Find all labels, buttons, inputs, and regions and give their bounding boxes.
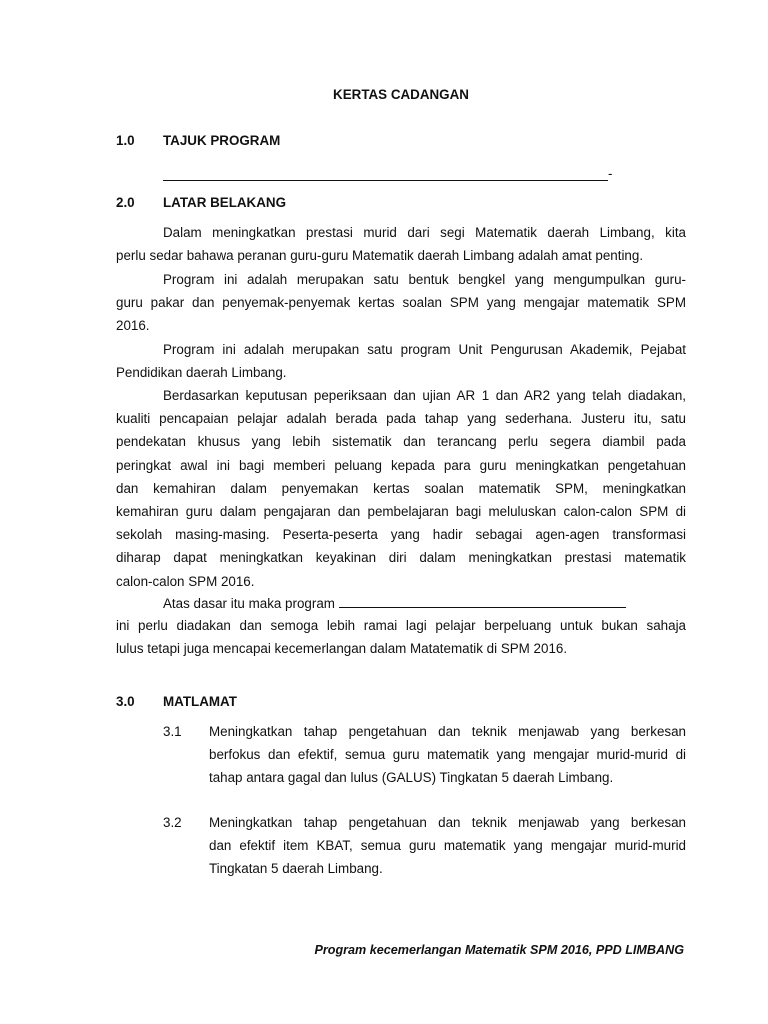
document-title: KERTAS CADANGAN: [333, 87, 469, 102]
paragraph-line: Program ini adalah merupakan satu bentuk bengkel yang mengumpulkan guru-: [163, 272, 686, 287]
paragraph-line: Pendidikan daerah Limbang.: [116, 365, 287, 381]
background-paragraph-4: [116, 384, 686, 593]
paragraph-line: 2016.: [116, 318, 150, 334]
paragraph-line: Dalam meningkatkan prestasi murid dari segi Matematik daerah Limbang, kita: [163, 225, 686, 240]
goal-line: Meningkatkan tahap pengetahuan dan teknik menjawab yang berkesan: [209, 724, 686, 739]
paragraph-line: lulus tetapi juga mencapai kecemerlangan dalam Matatematik di SPM 2016.: [116, 641, 568, 657]
section-3-number: 3.0: [116, 694, 135, 709]
section-3-heading: MATLAMAT: [163, 694, 237, 709]
paragraph-line: dan kemahiran dalam penyemakan kertas soalan matematik SPM, meningkatkan: [116, 480, 686, 496]
goal-line: Tingkatan 5 daerah Limbang.: [209, 861, 383, 877]
goal-line: Meningkatkan tahap pengetahuan dan teknik menjawab yang berkesan: [209, 815, 686, 830]
background-paragraph-5-lead: [163, 593, 626, 611]
paragraph-line: kemahiran guru dalam pengajaran dan pembelajaran bagi meluluskan calon-calon SPM di: [116, 503, 686, 519]
paragraph-line: kualiti pencapaian pelajar adalah berada pada tahap yang sederhana. Justeru itu, satu: [116, 411, 686, 427]
paragraph-lead-text: Atas dasar itu maka program: [163, 596, 335, 611]
section-2-heading: LATAR BELAKANG: [163, 195, 286, 210]
section-2-number: 2.0: [116, 195, 135, 210]
paragraph-line: diharap dapat meningkatkan keyakinan diri dalam meningkatkan prestasi matematik: [116, 550, 686, 566]
background-paragraph-5: [116, 614, 686, 660]
paragraph-line: ini perlu diadakan dan semoga lebih ramai lagi pelajar berpeluang untuk bukan sahaja: [116, 618, 686, 633]
goal-item-3-2: [209, 811, 686, 881]
program-title-blank-line: [163, 180, 608, 181]
paragraph-line: Program ini adalah merupakan satu program Unit Pengurusan Akademik, Pejabat: [163, 342, 686, 357]
section-1-number: 1.0: [116, 133, 135, 148]
background-paragraph-1: [116, 221, 686, 267]
goal-item-3-1: [209, 720, 686, 790]
goal-line: dan efektif item KBAT, semua guru matematik yang mengajar murid-murid: [209, 838, 686, 854]
goal-line: berfokus dan efektif, semua guru matematik yang mengajar murid-murid di: [209, 747, 686, 763]
page-footer: Program kecemerlangan Matematik SPM 2016, PPD LIMBANG: [314, 943, 684, 957]
paragraph-line: perlu sedar bahawa peranan guru-guru Matematik daerah Limbang adalah amat penting.: [116, 248, 644, 264]
paragraph-line: sekolah masing-masing. Peserta-peserta yang hadir sebagai agen-agen transformasi: [116, 527, 686, 543]
paragraph-line: calon-calon SPM 2016.: [116, 573, 255, 589]
paragraph-line: Berdasarkan keputusan peperiksaan dan ujian AR 1 dan AR2 yang telah diadakan,: [163, 388, 686, 403]
paragraph-line: pendekatan khusus yang lebih sistematik dan terancang perlu segera diambil pada: [116, 434, 686, 450]
program-title-blank-suffix: -: [608, 166, 613, 181]
goal-item-number: 3.1: [163, 724, 182, 739]
section-1-heading: TAJUK PROGRAM: [163, 133, 281, 148]
paragraph-line: peringkat awal ini bagi memberi peluang kepada para guru meningkatkan pengetahuan: [116, 457, 686, 473]
program-name-blank-line: [339, 593, 626, 608]
background-paragraph-3: [116, 338, 686, 384]
goal-line: tahap antara gagal dan lulus (GALUS) Tingkatan 5 daerah Limbang.: [209, 770, 614, 786]
goal-item-number: 3.2: [163, 815, 182, 830]
paragraph-line: guru pakar dan penyemak-penyemak kertas soalan SPM yang mengajar matematik SPM: [116, 295, 686, 311]
background-paragraph-2: [116, 268, 686, 338]
